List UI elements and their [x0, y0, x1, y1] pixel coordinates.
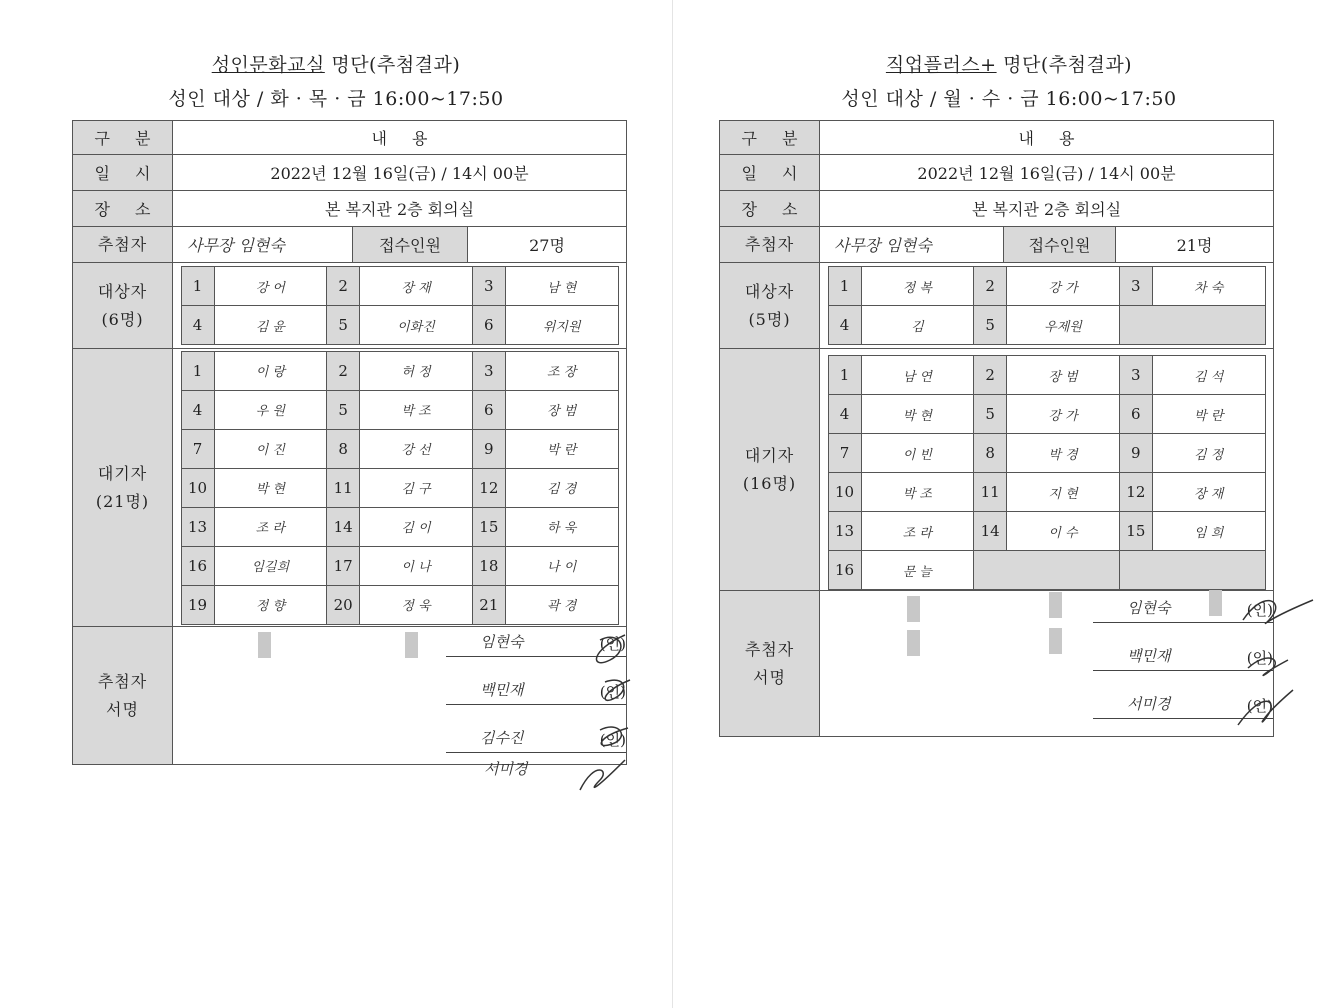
entry-number: 4 — [181, 306, 214, 345]
left-title-program: 성인문화교실 — [211, 54, 325, 76]
entry-number: 2 — [327, 267, 360, 306]
entry-name: 이 랑 — [214, 351, 327, 390]
right-signer-3-name: 서미경 — [1127, 695, 1171, 713]
entry-name: 장 재 — [1152, 473, 1265, 512]
entry-name: 조 라 — [214, 507, 327, 546]
entry-number: 9 — [472, 429, 505, 468]
right-subtitle: 성인 대상 / 월 · 수 · 금 16:00~17:50 — [841, 88, 1177, 110]
entry-number: 7 — [828, 434, 861, 473]
grid-row — [181, 429, 618, 468]
right-header-label: 구 분 — [720, 121, 820, 155]
left-drawer-name: 사무장 임현숙 — [173, 227, 353, 263]
entry-name: 김 — [861, 306, 974, 345]
redaction-mark — [907, 630, 920, 656]
empty-cell — [974, 551, 1120, 590]
left-extra-signer: 서미경 — [484, 760, 528, 778]
left-date-label: 일 시 — [73, 155, 173, 191]
left-selected-grid — [181, 266, 619, 345]
right-waiting-count: (16명) — [742, 473, 797, 493]
grid-row — [828, 473, 1265, 512]
entry-number: 15 — [1119, 512, 1152, 551]
right-waiting-cell — [820, 349, 1274, 591]
grid-row — [828, 395, 1265, 434]
entry-number: 2 — [974, 267, 1007, 306]
entry-name: 차 숙 — [1152, 267, 1265, 306]
entry-name: 박 현 — [861, 395, 974, 434]
entry-name: 박 란 — [1152, 395, 1265, 434]
entry-name: 하 욱 — [505, 507, 618, 546]
right-selected-cell — [820, 263, 1274, 349]
entry-number: 5 — [327, 390, 360, 429]
left-signature-title2: 서명 — [106, 699, 139, 719]
entry-number: 9 — [1119, 434, 1152, 473]
entry-name: 강 가 — [1007, 395, 1120, 434]
left-waiting-grid — [181, 351, 619, 625]
left-header-content: 내 용 — [173, 121, 627, 155]
entry-name: 이 빈 — [861, 434, 974, 473]
right-signer-2-seal: (인) — [1246, 649, 1273, 667]
redaction-mark — [1049, 628, 1062, 654]
entry-number: 1 — [828, 356, 861, 395]
right-signature-title: 추첨자 — [744, 639, 795, 659]
entry-name: 허 정 — [360, 351, 473, 390]
grid-row — [181, 585, 618, 624]
right-signer-1-seal: (인) — [1246, 601, 1273, 619]
entry-number: 2 — [974, 356, 1007, 395]
entry-name: 우제원 — [1007, 306, 1120, 345]
entry-name: 임길희 — [214, 546, 327, 585]
entry-name: 정 향 — [214, 585, 327, 624]
entry-name: 강 어 — [214, 267, 327, 306]
left-title-suffix: 명단(추첨결과) — [324, 54, 461, 76]
entry-number: 2 — [327, 351, 360, 390]
entry-name: 남 연 — [861, 356, 974, 395]
left-waiting-count: (21명) — [95, 491, 150, 511]
grid-row — [181, 267, 618, 306]
right-waiting-grid — [828, 355, 1266, 590]
entry-number: 16 — [181, 546, 214, 585]
left-form-table — [72, 120, 627, 765]
signature-scribble-icon — [570, 620, 650, 800]
redaction-mark — [907, 596, 920, 622]
entry-name: 김 구 — [360, 468, 473, 507]
entry-name: 지 현 — [1007, 473, 1120, 512]
left-drawer-label: 추첨자 — [73, 227, 173, 263]
entry-number: 17 — [327, 546, 360, 585]
right-selected-label — [720, 263, 820, 349]
left-signer-1-seal: (인) — [599, 635, 626, 653]
right-waiting-label — [720, 349, 820, 591]
entry-name: 강 선 — [360, 429, 473, 468]
entry-name: 남 현 — [505, 267, 618, 306]
left-signer-1-name: 임현숙 — [480, 633, 524, 651]
entry-name: 장 범 — [505, 390, 618, 429]
left-waiting-title: 대기자 — [97, 463, 148, 483]
grid-row — [828, 356, 1265, 395]
left-signature-title: 추첨자 — [97, 671, 148, 691]
grid-row — [181, 546, 618, 585]
entry-number: 21 — [472, 585, 505, 624]
left-selected-label — [73, 263, 173, 349]
entry-number: 6 — [472, 390, 505, 429]
entry-number: 5 — [327, 306, 360, 345]
entry-name: 정 복 — [861, 267, 974, 306]
grid-row — [181, 306, 618, 345]
right-date-value: 2022년 12월 16일(금) / 14시 00분 — [820, 155, 1274, 191]
grid-row — [181, 390, 618, 429]
entry-name: 문 늘 — [861, 551, 974, 590]
entry-number: 4 — [828, 395, 861, 434]
right-signer-3-seal: (인) — [1246, 697, 1273, 715]
entry-name: 이화진 — [360, 306, 473, 345]
entry-number: 12 — [472, 468, 505, 507]
left-signer-3-name: 김수진 — [480, 729, 524, 747]
right-waiting-title: 대기자 — [744, 445, 795, 465]
entry-number: 8 — [974, 434, 1007, 473]
right-place-value: 본 복지관 2층 회의실 — [820, 191, 1274, 227]
grid-row — [828, 434, 1265, 473]
left-waiting-cell — [173, 349, 627, 627]
entry-name: 우 원 — [214, 390, 327, 429]
entry-name: 나 이 — [505, 546, 618, 585]
right-signer-2-name: 백민재 — [1127, 647, 1171, 665]
entry-number: 14 — [327, 507, 360, 546]
entry-number: 10 — [181, 468, 214, 507]
entry-number: 13 — [181, 507, 214, 546]
entry-number: 10 — [828, 473, 861, 512]
entry-number: 12 — [1119, 473, 1152, 512]
right-received-value: 21명 — [1116, 227, 1274, 263]
entry-name: 위지원 — [505, 306, 618, 345]
entry-number: 14 — [974, 512, 1007, 551]
grid-row — [181, 507, 618, 546]
entry-name: 김 이 — [360, 507, 473, 546]
entry-number: 1 — [828, 267, 861, 306]
entry-name: 임 희 — [1152, 512, 1265, 551]
entry-name: 박 조 — [360, 390, 473, 429]
entry-name: 강 가 — [1007, 267, 1120, 306]
entry-number: 3 — [1119, 356, 1152, 395]
entry-number: 13 — [828, 512, 861, 551]
entry-number: 19 — [181, 585, 214, 624]
entry-number: 5 — [974, 395, 1007, 434]
right-signer-1-name: 임현숙 — [1127, 599, 1171, 617]
entry-name: 정 욱 — [360, 585, 473, 624]
right-received-label: 접수인원 — [1004, 227, 1116, 263]
entry-name: 박 경 — [1007, 434, 1120, 473]
grid-row — [181, 468, 618, 507]
left-title — [0, 50, 672, 77]
entry-name: 장 재 — [360, 267, 473, 306]
entry-name: 이 진 — [214, 429, 327, 468]
entry-number: 16 — [828, 551, 861, 590]
signature-scribble-icon — [1233, 580, 1323, 730]
right-selected-title: 대상자 — [744, 281, 795, 301]
left-date-value: 2022년 12월 16일(금) / 14시 00분 — [173, 155, 627, 191]
entry-name: 장 범 — [1007, 356, 1120, 395]
redaction-mark — [258, 632, 271, 658]
left-header-label: 구 분 — [73, 121, 173, 155]
entry-number: 1 — [181, 267, 214, 306]
entry-name: 이 나 — [360, 546, 473, 585]
left-selected-cell — [173, 263, 627, 349]
right-signature-title2: 서명 — [753, 667, 786, 687]
left-place-label: 장 소 — [73, 191, 173, 227]
entry-number: 3 — [1119, 267, 1152, 306]
entry-number: 8 — [327, 429, 360, 468]
entry-name: 김 경 — [505, 468, 618, 507]
entry-name: 김 윤 — [214, 306, 327, 345]
left-received-label: 접수인원 — [353, 227, 468, 263]
right-document — [672, 0, 1344, 1008]
left-place-value: 본 복지관 2층 회의실 — [173, 191, 627, 227]
entry-name: 박 란 — [505, 429, 618, 468]
entry-number: 4 — [828, 306, 861, 345]
entry-name: 김 정 — [1152, 434, 1265, 473]
entry-number: 6 — [1119, 395, 1152, 434]
left-received-value: 27명 — [468, 227, 627, 263]
entry-number: 18 — [472, 546, 505, 585]
right-title-program: 직업플러스+ — [885, 54, 997, 76]
left-signer-2-seal: (인) — [599, 683, 626, 701]
grid-row — [828, 512, 1265, 551]
entry-number: 11 — [327, 468, 360, 507]
entry-name: 박 현 — [214, 468, 327, 507]
entry-number: 3 — [472, 351, 505, 390]
entry-name: 이 수 — [1007, 512, 1120, 551]
entry-number: 11 — [974, 473, 1007, 512]
right-selected-grid — [828, 266, 1266, 345]
grid-row — [828, 306, 1265, 345]
empty-cell — [1119, 306, 1265, 345]
right-selected-count: (5명) — [748, 309, 791, 329]
grid-row — [828, 267, 1265, 306]
right-drawer-label: 추첨자 — [720, 227, 820, 263]
entry-name: 곽 경 — [505, 585, 618, 624]
entry-name: 조 라 — [861, 512, 974, 551]
entry-number: 1 — [181, 351, 214, 390]
entry-name: 김 석 — [1152, 356, 1265, 395]
right-date-label: 일 시 — [720, 155, 820, 191]
grid-row — [828, 551, 1265, 590]
entry-number: 20 — [327, 585, 360, 624]
entry-number: 5 — [974, 306, 1007, 345]
left-waiting-label — [73, 349, 173, 627]
entry-number: 3 — [472, 267, 505, 306]
right-title — [673, 50, 1344, 77]
left-selected-count: (6명) — [101, 309, 144, 329]
left-signer-3-seal: (인) — [599, 731, 626, 749]
grid-row — [181, 351, 618, 390]
left-signer-2-name: 백민재 — [480, 681, 524, 699]
left-subtitle: 성인 대상 / 화 · 목 · 금 16:00~17:50 — [168, 88, 504, 110]
entry-name: 조 장 — [505, 351, 618, 390]
right-header-content: 내 용 — [820, 121, 1274, 155]
entry-number: 7 — [181, 429, 214, 468]
left-selected-title: 대상자 — [97, 281, 148, 301]
right-place-label: 장 소 — [720, 191, 820, 227]
entry-name: 박 조 — [861, 473, 974, 512]
right-drawer-name: 사무장 임현숙 — [820, 227, 1004, 263]
entry-number: 15 — [472, 507, 505, 546]
entry-number: 6 — [472, 306, 505, 345]
redaction-mark — [405, 632, 418, 658]
right-title-suffix: 명단(추첨결과) — [996, 54, 1133, 76]
entry-number: 4 — [181, 390, 214, 429]
left-signature-label — [73, 627, 173, 765]
redaction-mark — [1049, 592, 1062, 618]
right-signature-label — [720, 591, 820, 737]
